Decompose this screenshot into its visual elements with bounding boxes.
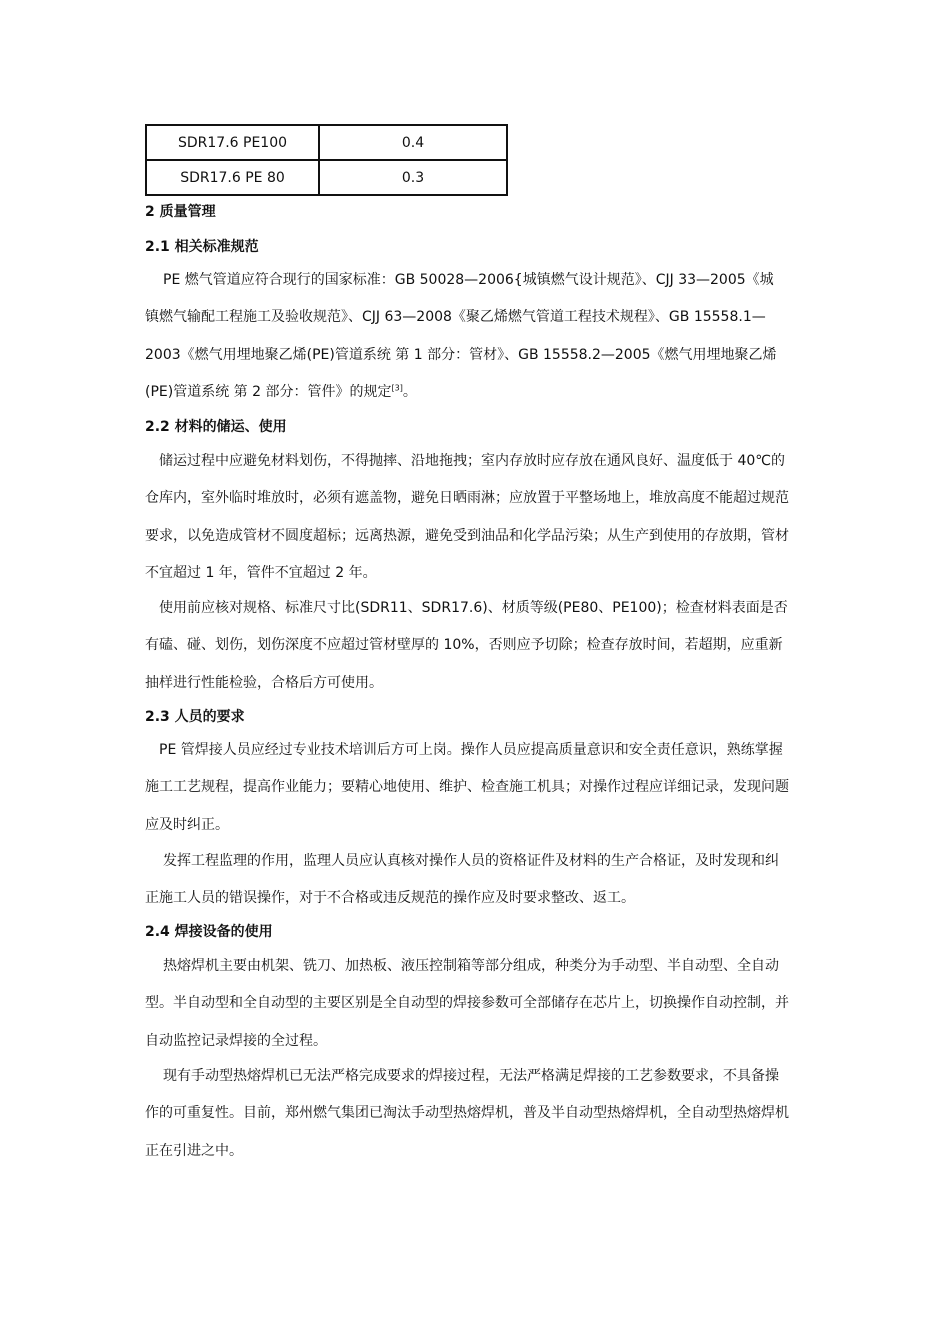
text-line: 发挥工程监理的作用，监理人员应认真核对操作人员的资格证件及材料的生产合格证，及时发现和纠 [163,853,779,869]
text-line: 正施工人员的错误操作，对于不合格或违反规范的操作应及时要求整改、返工。 [145,890,635,907]
text-line: PE 管焊接人员应经过专业技术培训后方可上岗。操作人员应提高质量意识和安全责任意识，熟练掌握 [159,742,783,758]
text-line-content: (PE)管道系统 第 2 部分：管件》的规定 [145,383,392,400]
table-cell: SDR17.6 PE100 [146,125,319,160]
paragraph-welder-status [145,1058,810,1170]
sdr-pressure-table [145,124,508,196]
text-line: 要求，以免造成管材不圆度超标；远离热源，避免受到油品和化学品污染；从生产到使用的存放期，管材 [145,527,789,544]
text-line: PE 燃气管道应符合现行的国家标准：GB 50028—2006{城镇燃气设计规范》、CJJ 33—2005《城 [163,272,774,288]
table-cell: 0.4 [319,125,507,160]
text-line: 正在引进之中。 [145,1142,243,1159]
paragraph-usage [145,590,810,702]
subsection-heading: 2.4 焊接设备的使用 [145,924,273,940]
text-line: 现有手动型热熔焊机已无法严格完成要求的焊接过程，无法严格满足焊接的工艺参数要求，不具备操 [163,1068,779,1084]
text-line: 抽样进行性能检验，合格后方可使用。 [145,674,383,691]
text-line: 应及时纠正。 [145,816,229,833]
table-row [146,160,507,195]
paragraph-personnel [145,732,810,844]
text-line: 储运过程中应避免材料划伤，不得抛摔、沿地拖拽；室内存放时应存放在通风良好、温度低于 40℃的 [159,453,785,469]
text-line: 不宜超过 1 年，管件不宜超过 2 年。 [145,564,377,581]
text-line-end: 。 [402,383,417,400]
citation-ref: [3] [391,383,403,393]
text-line: 热熔焊机主要由机架、铣刀、加热板、液压控制箱等部分组成，种类分为手动型、半自动型、全自动 [163,958,779,974]
text-line: 施工工艺规程，提高作业能力；要精心地使用、维护、检查施工机具；对操作过程应详细记录，发现问题 [145,779,789,796]
paragraph-supervision [145,843,810,918]
text-line: 自动监控记录焊接的全过程。 [145,1032,327,1049]
table-cell: 0.3 [319,160,507,195]
subsection-heading: 2.1 相关标准规范 [145,239,259,255]
subsection-heading: 2.2 材料的储运、使用 [145,419,287,435]
text-line: 仓库内，室外临时堆放时，必须有遮盖物，避免日晒雨淋；应放置于平整场地上，堆放高度不能超过规范 [145,490,789,507]
text-line [145,374,810,411]
text-line: 2003《燃气用埋地聚乙烯(PE)管道系统 第 1 部分：管材》、GB 15558.2—2005《燃气用埋地聚乙烯 [145,346,777,363]
text-line: 使用前应核对规格、标准尺寸比(SDR11、SDR17.6)、材质等级(PE80、PE100)；检查材料表面是否 [159,600,788,616]
table-row [146,125,507,160]
text-line: 镇燃气输配工程施工及验收规范》、CJJ 63—2008《聚乙烯燃气管道工程技术规程》、GB 15558.1— [145,309,766,326]
paragraph-standards [145,262,810,411]
paragraph-welder-types [145,948,810,1060]
text-line: 型。半自动型和全自动型的主要区别是全自动型的焊接参数可全部储存在芯片上，切换操作自动控制，并 [145,995,789,1012]
section-heading: 2 质量管理 [145,204,216,220]
text-line: 有磕、碰、划伤，划伤深度不应超过管材壁厚的 10%，否则应予切除；检查存放时间，若超期，应重新 [145,637,783,654]
table-cell: SDR17.6 PE 80 [146,160,319,195]
subsection-heading: 2.3 人员的要求 [145,709,245,725]
text-line: 作的可重复性。目前，郑州燃气集团已淘汰手动型热熔焊机，普及半自动型热熔焊机，全自动型热熔焊机 [145,1105,789,1122]
paragraph-storage [145,443,810,592]
